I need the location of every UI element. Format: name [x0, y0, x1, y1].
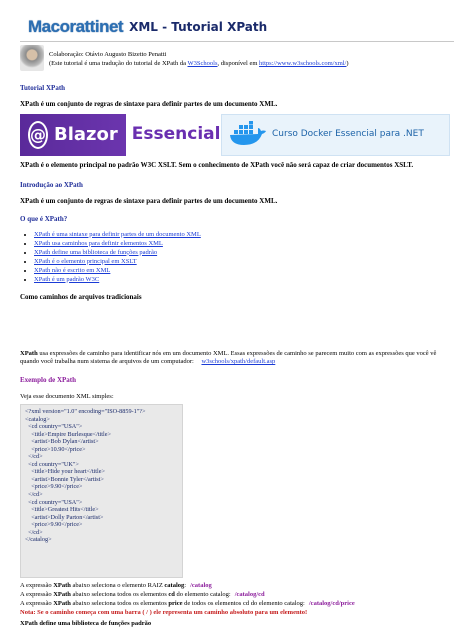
- absolute-path-note: Nota: Se o caminho começa com uma barra ( / ) ele representa um caminho absoluto para um elemento!: [20, 609, 308, 616]
- list-item: [34, 230, 454, 239]
- list-item-text: XPath define uma biblioteca de funções padrão: [34, 248, 158, 256]
- header: [28, 14, 267, 40]
- list-item-text: XPath usa caminhos para definir elementos XML: [34, 239, 163, 247]
- section-text: XPath é um conjunto de regras de sintaxe para definir partes de um documento XML.: [20, 99, 278, 108]
- section-heading-paths: Como caminhos de arquivos tradicionais: [20, 293, 142, 301]
- at-icon: @: [28, 121, 48, 149]
- source-text: (Este tutorial é uma tradução do tutorial de XPath da: [49, 60, 188, 67]
- source-text-mid: , disponível em: [217, 60, 260, 67]
- avatar: [20, 45, 44, 71]
- essencial-label: Essencial: [126, 114, 227, 156]
- xml-code: <?xml version="1.0" encoding="ISO-8859-1"?> <catalog> <cd country="USA"> <title>Empire Burlesque</title> <artist>Bob Dylan</artist> <price>10.90</price> </cd> <cd country="UK"> <title>Hide your heart</title> <artist>Bonnie Tyler</artist> <price>9.90</price> </cd> <cd country="USA"> <title>Greatest Hits</title> <artist>Dolly Parton</artist> <price>9.90</price> </cd> </catalog>: [25, 408, 146, 544]
- list-item-text: XPath é o elemento principal em XSLT: [34, 257, 137, 265]
- expression-cd: A expressão XPath abaixo seleciona todos os elementos cd do elemento catalog: /catalog/cd: [20, 591, 265, 598]
- section-heading: Tutorial XPath: [20, 84, 66, 92]
- section-heading: O que é XPath?: [20, 215, 68, 223]
- section-heading: Exemplo de XPath: [20, 376, 76, 384]
- site-logo[interactable]: Macorattinet: [28, 17, 124, 37]
- w3schools-link[interactable]: W3Schools: [187, 60, 218, 67]
- docker-whale-icon: [228, 121, 268, 149]
- author-line: Colaboração: Otávio Augusto Bizetto Penatti: [49, 51, 167, 58]
- author-source: [49, 59, 349, 68]
- xpath-bold: XPath: [20, 350, 38, 357]
- list-item: [34, 275, 454, 284]
- w3schools-url-link[interactable]: https://www.w3schools.com/xml/: [259, 60, 347, 67]
- docker-ad[interactable]: [221, 114, 450, 156]
- paths-paragraph: [20, 350, 454, 366]
- section-intro: [20, 181, 454, 206]
- section-heading-functions: XPath define uma biblioteca de funções padrão: [20, 620, 152, 627]
- list-item: [34, 266, 454, 275]
- example-intro: Veja esse documento XML simples:: [20, 392, 114, 400]
- list-item-text: XPath não é escrito em XML: [34, 266, 111, 274]
- list-item-text: XPath é um padrão W3C: [34, 275, 100, 283]
- header-divider: [20, 41, 454, 42]
- xpath-expression: /catalog/cd: [234, 591, 265, 598]
- section-example: [20, 376, 454, 401]
- what-list: [20, 230, 454, 284]
- section-heading: Introdução ao XPath: [20, 181, 83, 189]
- expression-price: A expressão XPath abaixo seleciona todos os elementos price de todos os elementos cd do elemento catalog: /catalog/cd/price: [20, 600, 355, 607]
- docker-ad-text: Curso Docker Essencial para .NET: [272, 129, 424, 140]
- list-item: [34, 239, 454, 248]
- xml-code-block: [20, 404, 183, 578]
- paths-text: usa expressões de caminho para identificar nós em um documento XML. Essas expressões de caminho se parecem muito com as expressões que você vê quando você trabalha num sistema de arquivos de um computador:: [20, 350, 437, 366]
- xpath-default-link[interactable]: w3schools/xpath/default.asp: [201, 358, 276, 366]
- author-text: [49, 45, 349, 71]
- xslt-paragraph: XPath é o elemento principal no padrão W3C XSLT. Sem o conhecimento de XPath você não será capaz de criar documentos XSLT.: [20, 161, 414, 169]
- list-item: [34, 257, 454, 266]
- ad-banner: [20, 114, 450, 156]
- source-text-end: ): [346, 60, 349, 67]
- blazor-ad[interactable]: [20, 114, 221, 156]
- xpath-expression: /catalog: [190, 582, 212, 589]
- blazor-label: Blazor: [54, 123, 118, 145]
- section-tutorial: [20, 84, 454, 109]
- page-title: XML - Tutorial XPath: [129, 19, 268, 34]
- section-text: XPath é um conjunto de regras de sintaxe para definir partes de um documento XML.: [20, 196, 278, 205]
- list-item-text: XPath é uma sintaxe para definir partes de um documento XML: [34, 230, 201, 238]
- author-block: [20, 45, 349, 71]
- section-what: [20, 215, 454, 284]
- expression-root: A expressão XPath abaixo seleciona o elemento RAIZ catalog: /catalog: [20, 582, 212, 589]
- xpath-expression: /catalog/cd/price: [308, 600, 355, 607]
- list-item: [34, 248, 454, 257]
